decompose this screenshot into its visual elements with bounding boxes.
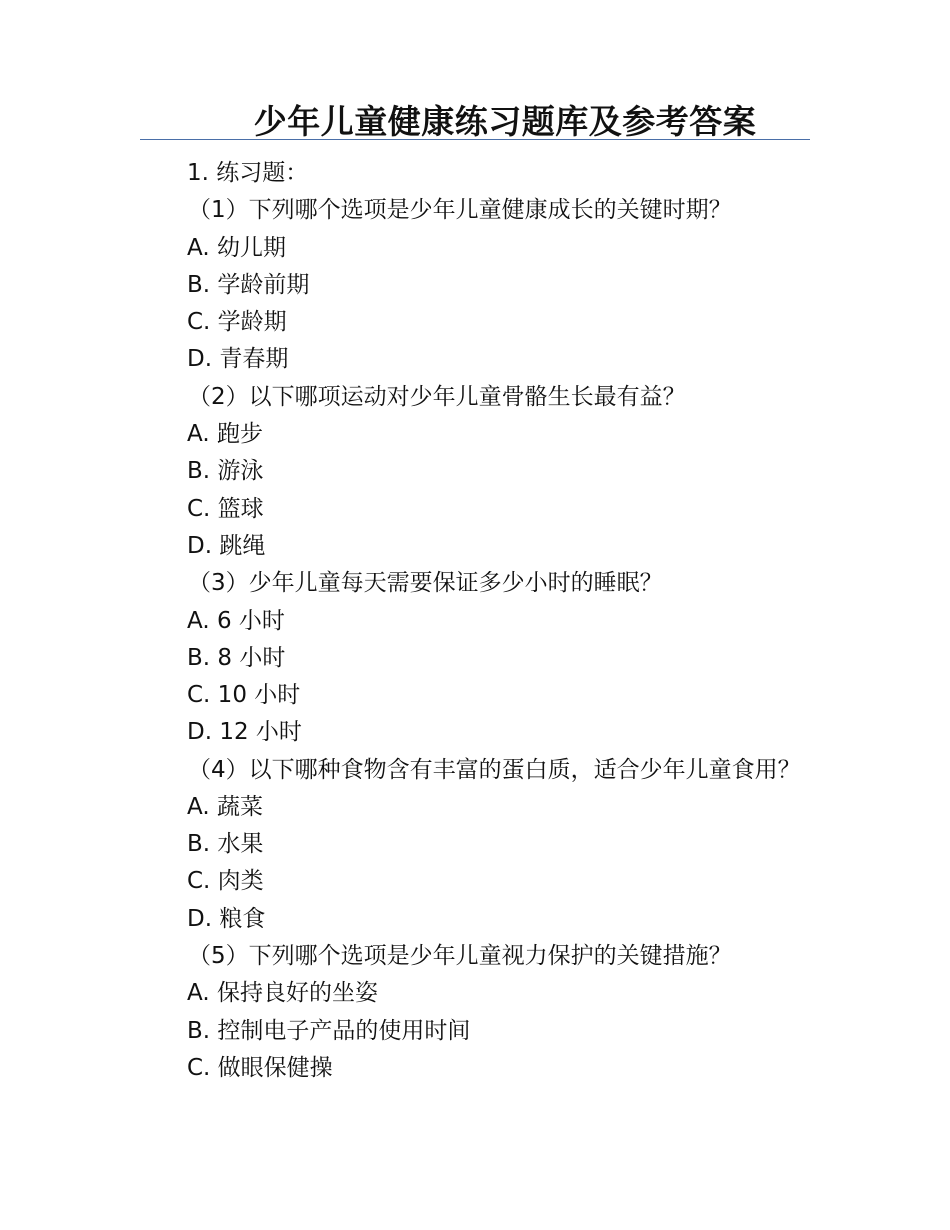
answer-option: D. 粮食 xyxy=(187,905,266,932)
question-block xyxy=(140,752,810,938)
answer-option: C. 10 小时 xyxy=(187,682,301,709)
answer-option: D. 青春期 xyxy=(187,346,289,373)
question-stem: （5）下列哪个选项是少年儿童视力保护的关键措施？ xyxy=(188,942,732,969)
answer-option: D. 跳绳 xyxy=(187,532,266,559)
answer-option: A. 跑步 xyxy=(187,421,263,448)
answer-option: A. 蔬菜 xyxy=(187,793,263,820)
answer-option: A. 6 小时 xyxy=(187,607,285,634)
title-underline xyxy=(140,139,810,140)
answer-option: C. 做眼保健操 xyxy=(187,1054,333,1081)
question-stem: （4）以下哪种食物含有丰富的蛋白质，适合少年儿童食用？ xyxy=(188,756,801,783)
answer-option: A. 保持良好的坐姿 xyxy=(187,980,378,1007)
answer-option: B. 8 小时 xyxy=(187,644,286,671)
answer-option: B. 水果 xyxy=(187,831,264,858)
answer-option: B. 游泳 xyxy=(187,458,264,485)
question-block xyxy=(140,565,810,751)
question-block xyxy=(140,192,810,378)
question-stem: （1）下列哪个选项是少年儿童健康成长的关键时期？ xyxy=(188,197,732,224)
answer-option: B. 控制电子产品的使用时间 xyxy=(187,1017,471,1044)
question-stem: （2）以下哪项运动对少年儿童骨骼生长最有益？ xyxy=(188,383,686,410)
answer-option: C. 篮球 xyxy=(187,495,264,522)
answer-option: B. 学龄前期 xyxy=(187,271,310,298)
document-title: 少年儿童健康练习题库及参考答案 xyxy=(253,102,757,141)
section-heading: 1. 练习题： xyxy=(187,160,309,186)
document-body xyxy=(140,155,810,1087)
answer-option: C. 学龄期 xyxy=(187,309,287,336)
question-block xyxy=(140,938,810,1087)
answer-option: D. 12 小时 xyxy=(187,719,302,746)
answer-option: A. 幼儿期 xyxy=(187,234,286,261)
question-block xyxy=(140,379,810,565)
answer-option: C. 肉类 xyxy=(187,868,264,895)
question-stem: （3）少年儿童每天需要保证多少小时的睡眠？ xyxy=(188,570,663,597)
